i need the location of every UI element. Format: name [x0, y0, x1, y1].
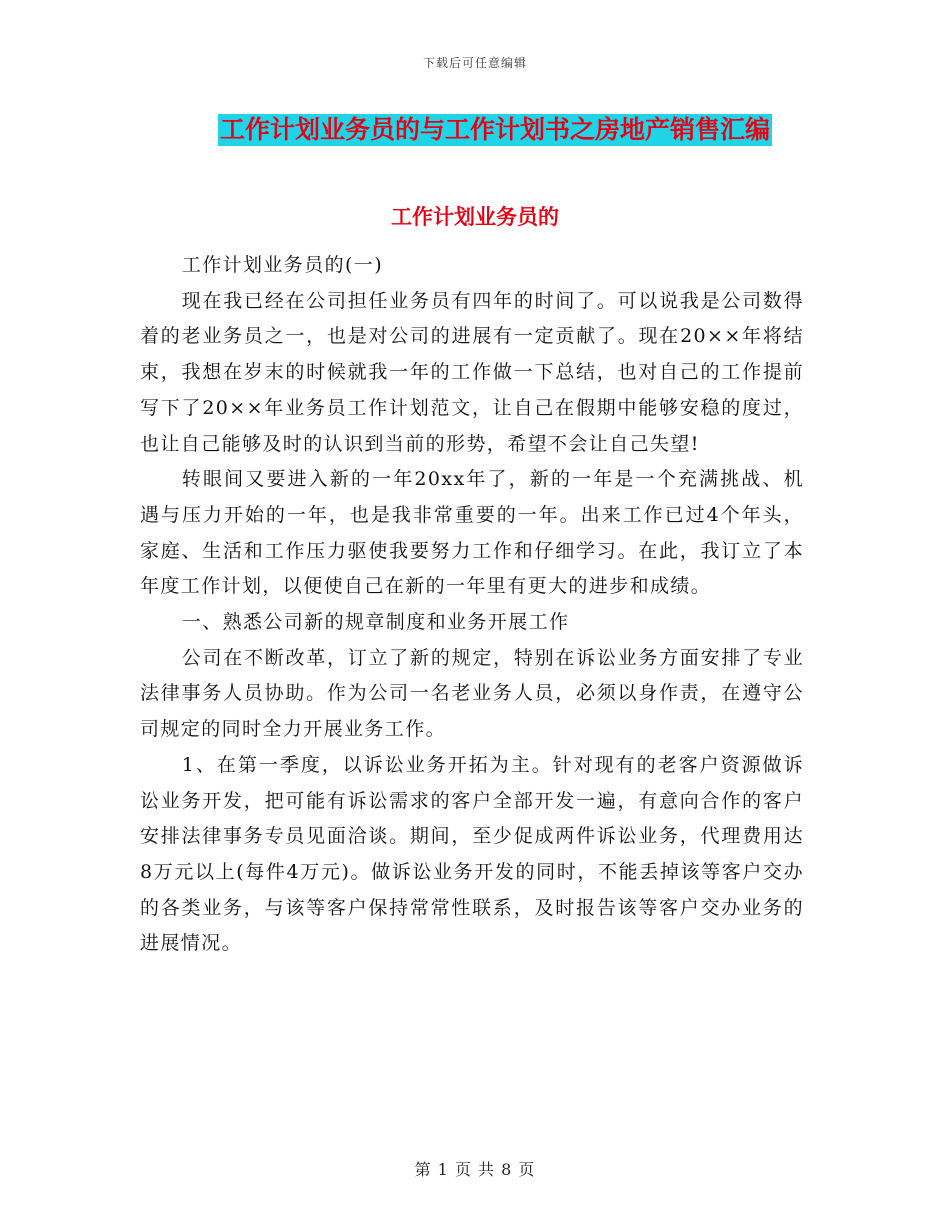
page-footer-number: 第 1 页 共 8 页	[414, 1160, 536, 1179]
paragraph: 现在我已经在公司担任业务员有四年的时间了。可以说我是公司数得着的老业务员之一，也是对公司的进展有一定贡献了。现在20××年将结束，我想在岁末的时候就我一年的工作做一下总结，也对自己的工作提前写下了20××年业务员工作计划范文，让自己在假期中能够安稳的度过，也让自己能够及时的认识到当前的形势，希望不会让自己失望!	[140, 289, 804, 455]
document-body	[140, 248, 804, 962]
document-title-container	[0, 114, 950, 146]
paragraph-subtitle: 工作计划业务员的(一)	[181, 254, 384, 276]
paragraph: 公司在不断改革，订立了新的规定，特别在诉讼业务方面安排了专业法律事务人员协助。作为公司一名老业务人员，必须以身作责，在遵守公司规定的同时全力开展业务工作。	[140, 646, 804, 741]
paragraph: 转眼间又要进入新的一年20xx年了，新的一年是一个充满挑战、机遇与压力开始的一年，也是我非常重要的一年。出来工作已过4个年头，家庭、生活和工作压力驱使我要努力工作和仔细学习。在此，我订立了本年度工作计划，以便使自己在新的一年里有更大的进步和成绩。	[140, 468, 804, 598]
section-title: 工作计划业务员的	[391, 205, 559, 229]
document-title: 工作计划业务员的与工作计划书之房地产销售汇编	[219, 115, 770, 144]
paragraph-heading: 一、熟悉公司新的规章制度和业务开展工作	[181, 611, 570, 634]
paragraph: 1、在第一季度，以诉讼业务开拓为主。针对现有的老客户资源做诉讼业务开发，把可能有诉讼需求的客户全部开发一遍，有意向合作的客户安排法律事务专员见面洽谈。期间，至少促成两件诉讼业务，代理费用达8万元以上(每件4万元)。做诉讼业务开发的同时，不能丢掉该等客户交办的各类业务，与该等客户保持常常性联系，及时报告该等客户交办业务的进展情况。	[140, 753, 804, 955]
page-header-note: 下载后可任意编辑	[422, 56, 527, 70]
